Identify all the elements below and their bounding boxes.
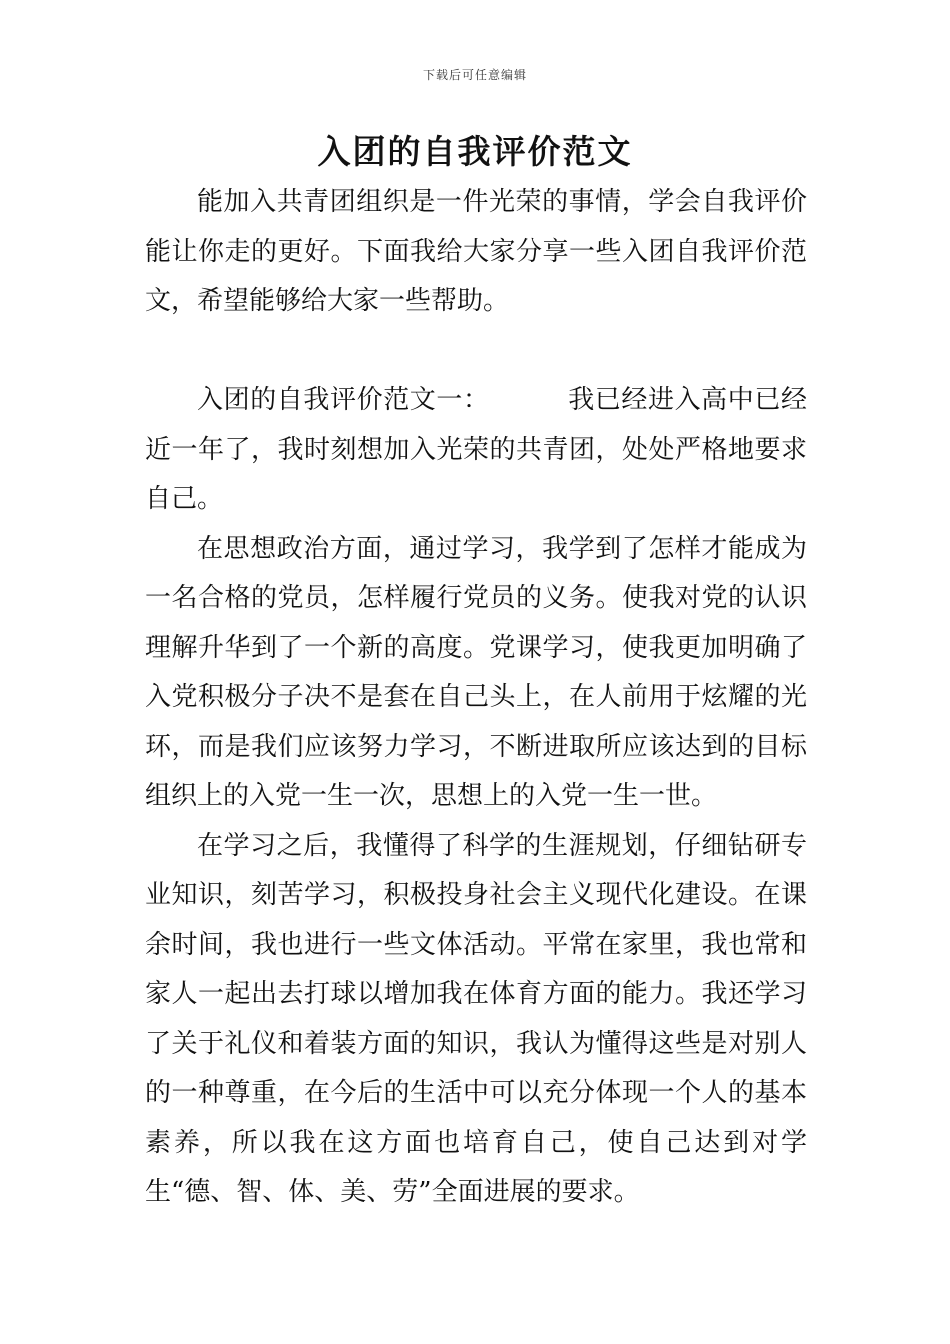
header-note: 下载后可任意编辑	[422, 68, 527, 82]
body-paragraph-study: 在学习之后，我懂得了科学的生涯规划，仔细钻研专业知识，刻苦学习，积极投身社会主义现代化建设。在课余时间，我也进行一些文体活动。平常在家里，我也常和家人一起出去打球以增加我在体育方面的能力。我还学习了关于礼仪和着装方面的知识，我认为懂得这些是对别人的一种尊重，在今后的生活中可以充分体现一个人的基本素养，所以我在这方面也培育自己，使自己达到对学生“德、智、体、美、劳”全面进展的要求。	[145, 830, 807, 1207]
document-body	[145, 178, 807, 1218]
section-one-heading: 入团的自我评价范文一：	[197, 385, 490, 415]
paragraph-gap	[145, 327, 807, 377]
body-paragraph-politics: 在思想政治方面，通过学习，我学到了怎样才能成为一名合格的党员，怎样履行党员的义务。使我对党的认识理解升华到了一个新的高度。党课学习，使我更加明确了入党积极分子决不是套在自己头上，在人前用于炫耀的光环，而是我们应该努力学习，不断进取所应该达到的目标组织上的入党一生一次，思想上的入党一生一世。	[145, 533, 807, 811]
intro-paragraph: 能加入共青团组织是一件光荣的事情，学会自我评价能让你走的更好。下面我给大家分享一些入团自我评价范文，希望能够给大家一些帮助。	[145, 187, 807, 316]
document-title: 入团的自我评价范文	[317, 132, 633, 171]
section-one-paragraph	[145, 376, 807, 525]
section-one-text: 我已经进入高中已经近一年了，我时刻想加入光荣的共青团，处处严格地要求自己。	[145, 385, 807, 514]
